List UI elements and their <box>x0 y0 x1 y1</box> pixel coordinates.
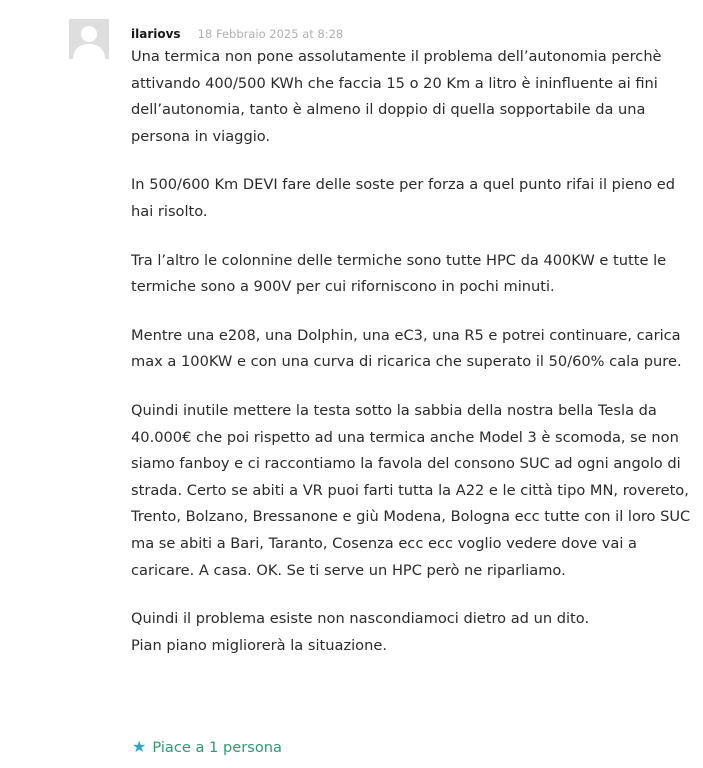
like-button[interactable] <box>132 737 282 756</box>
comment-date[interactable]: 18 Febbraio 2025 at 8:28 <box>197 27 344 41</box>
comment-paragraph: In 500/600 Km DEVI fare delle soste per forza a quel punto rifai il pieno ed hai risolto. <box>131 176 676 220</box>
comment-closing-line-1: Quindi il problema esiste non nascondiamoci dietro ad un dito. <box>131 610 590 628</box>
comment-closing <box>131 606 696 659</box>
avatar[interactable] <box>69 19 109 59</box>
comment-author[interactable]: ilariovs <box>131 27 181 41</box>
likes-label: Piace a 1 persona <box>152 739 282 756</box>
comment-paragraph: Una termica non pone assolutamente il problema dell’autonomia perchè attivando 400/500 KWh che faccia 15 o 20 Km a litro è ininfluente ai fini dell’autonomia, tanto è almeno il doppio di quella sopportabile da una persona in viaggio. <box>131 48 662 145</box>
star-icon: ★ <box>132 737 147 756</box>
comment-paragraph: Quindi inutile mettere la testa sotto la sabbia della nostra bella Tesla da 40.000€ che poi rispetto ad una termica anche Model 3 è scomoda, se non siamo fanboy e ci raccontiamo la favola del consono SUC ad ogni angolo di strada. Certo se abiti a VR puoi farti tutta la A22 e le città tipo MN, rovereto, Trento, Bolzano, Bressanone e giù Modena, Bologna ecc tutte con il loro SUC ma se abiti a Bari, Taranto, Cosenza ecc ecc voglio vedere dove vai a caricare. A casa. OK. Se ti serve un HPC però ne riparliamo. <box>131 401 691 579</box>
comment-closing-line-2: Pian piano migliorerà la situazione. <box>131 636 387 654</box>
comment-meta <box>131 23 343 41</box>
comment-paragraph: Tra l’altro le colonnine delle termiche sono tutte HPC da 400KW e tutte le termiche sono a 900V per cui riforniscono in pochi minuti. <box>131 251 667 296</box>
comment-paragraph: Mentre una e208, una Dolphin, una eC3, una R5 e potrei continuare, carica max a 100KW e con una curva di ricarica che superato il 50/60% cala pure. <box>131 326 682 371</box>
comment-body <box>131 44 696 659</box>
default-user-avatar-icon <box>69 19 109 59</box>
